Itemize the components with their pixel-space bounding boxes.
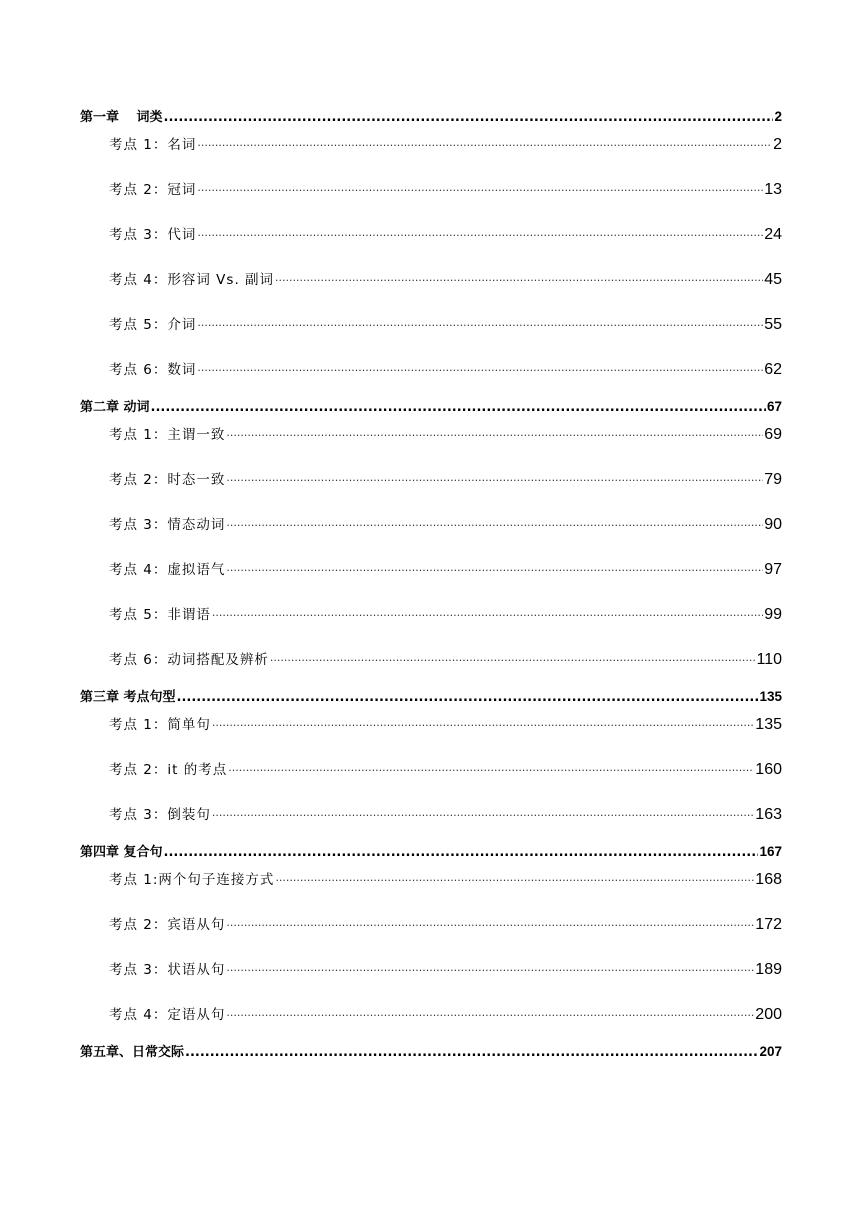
page-number: 160 [755, 761, 782, 778]
toc-item[interactable] [80, 912, 782, 957]
item-label: 考点 2：冠词 [109, 182, 197, 198]
page-number: 45 [764, 271, 782, 288]
toc-item[interactable] [80, 422, 782, 467]
item-label: 考点 3：倒装句 [109, 807, 211, 823]
item-label: 考点 2：时态一致 [109, 472, 226, 488]
page-number: 67 [766, 399, 782, 414]
dot-leader [197, 312, 763, 339]
page-number: 163 [755, 806, 782, 823]
dot-leader [226, 422, 763, 449]
page-number: 110 [756, 651, 782, 668]
toc-item[interactable] [80, 757, 782, 802]
page-number: 135 [755, 716, 782, 733]
toc-item[interactable] [80, 712, 782, 757]
chapter-title: 第二章 动词 [80, 400, 150, 415]
item-label: 考点 4：定语从句 [109, 1007, 226, 1023]
item-label: 考点 3：状语从句 [109, 962, 226, 978]
dot-leader [275, 867, 754, 894]
dot-leader [212, 802, 754, 829]
dot-leader [197, 357, 763, 384]
item-label: 考点 4：虚拟语气 [109, 562, 226, 578]
item-label: 考点 1：简单句 [109, 717, 211, 733]
dot-leader [226, 957, 754, 984]
page-number: 135 [759, 689, 782, 704]
page-number: 62 [764, 361, 782, 378]
page-number: 172 [755, 916, 782, 933]
dot-leader [226, 467, 763, 494]
toc-item[interactable] [80, 467, 782, 512]
chapter-title: 第一章 词类 [80, 110, 163, 125]
dot-leader [275, 267, 763, 294]
toc-item[interactable] [80, 267, 782, 312]
page-number: 168 [755, 871, 782, 888]
page-number: 2 [774, 109, 782, 124]
item-label: 考点 6：动词搭配及辨析 [109, 652, 269, 668]
toc-item[interactable] [80, 222, 782, 267]
item-label: 考点 3：情态动词 [109, 517, 226, 533]
dot-leader [212, 712, 754, 739]
item-label: 考点 1:两个句子连接方式 [109, 872, 275, 888]
dot-leader [226, 912, 754, 939]
page-number: 97 [764, 561, 782, 578]
toc-item[interactable] [80, 867, 782, 912]
chapter-title: 第五章、日常交际 [80, 1045, 185, 1060]
dot-leader [151, 393, 766, 423]
toc-chapter[interactable] [80, 1037, 782, 1067]
page-number: 24 [764, 226, 782, 243]
toc-item[interactable] [80, 512, 782, 557]
page-number: 207 [759, 1044, 782, 1059]
dot-leader [270, 647, 756, 674]
page-number: 2 [773, 136, 782, 153]
page-number: 55 [764, 316, 782, 333]
toc-item[interactable] [80, 177, 782, 222]
toc-item[interactable] [80, 557, 782, 602]
toc-item[interactable] [80, 357, 782, 392]
page-number: 13 [764, 181, 782, 198]
dot-leader [226, 512, 763, 539]
toc-item[interactable] [80, 647, 782, 682]
dot-leader [226, 557, 763, 584]
toc-chapter[interactable] [80, 837, 782, 867]
dot-leader [197, 222, 763, 249]
toc-item[interactable] [80, 602, 782, 647]
item-label: 考点 2：it 的考点 [109, 762, 228, 778]
page-number: 200 [755, 1006, 782, 1023]
item-label: 考点 1：名词 [109, 137, 197, 153]
item-label: 考点 5：非谓语 [109, 607, 211, 623]
toc-item[interactable] [80, 802, 782, 837]
chapter-title: 第三章 考点句型 [80, 690, 176, 705]
page-number: 99 [764, 606, 782, 623]
toc-item[interactable] [80, 312, 782, 357]
dot-leader [177, 683, 759, 713]
dot-leader [164, 838, 759, 868]
item-label: 考点 3：代词 [109, 227, 197, 243]
page-number: 69 [764, 426, 782, 443]
item-label: 考点 2：宾语从句 [109, 917, 226, 933]
toc-chapter[interactable] [80, 682, 782, 712]
dot-leader [185, 1038, 758, 1068]
toc-item[interactable] [80, 132, 782, 177]
chapter-title: 第四章 复合句 [80, 845, 163, 860]
dot-leader [228, 757, 754, 784]
dot-leader [226, 1002, 754, 1029]
item-label: 考点 4：形容词 Vs. 副词 [109, 272, 275, 288]
item-label: 考点 1：主谓一致 [109, 427, 226, 443]
dot-leader [197, 132, 772, 159]
dot-leader [164, 103, 774, 133]
toc-chapter[interactable] [80, 392, 782, 422]
dot-leader [212, 602, 763, 629]
toc-item[interactable] [80, 957, 782, 1002]
table-of-contents [80, 102, 782, 1067]
item-label: 考点 6：数词 [109, 362, 197, 378]
dot-leader [197, 177, 763, 204]
page-number: 90 [764, 516, 782, 533]
toc-chapter[interactable] [80, 102, 782, 132]
page-number: 167 [759, 844, 782, 859]
page-number: 79 [764, 471, 782, 488]
page-number: 189 [755, 961, 782, 978]
toc-item[interactable] [80, 1002, 782, 1037]
item-label: 考点 5：介词 [109, 317, 197, 333]
